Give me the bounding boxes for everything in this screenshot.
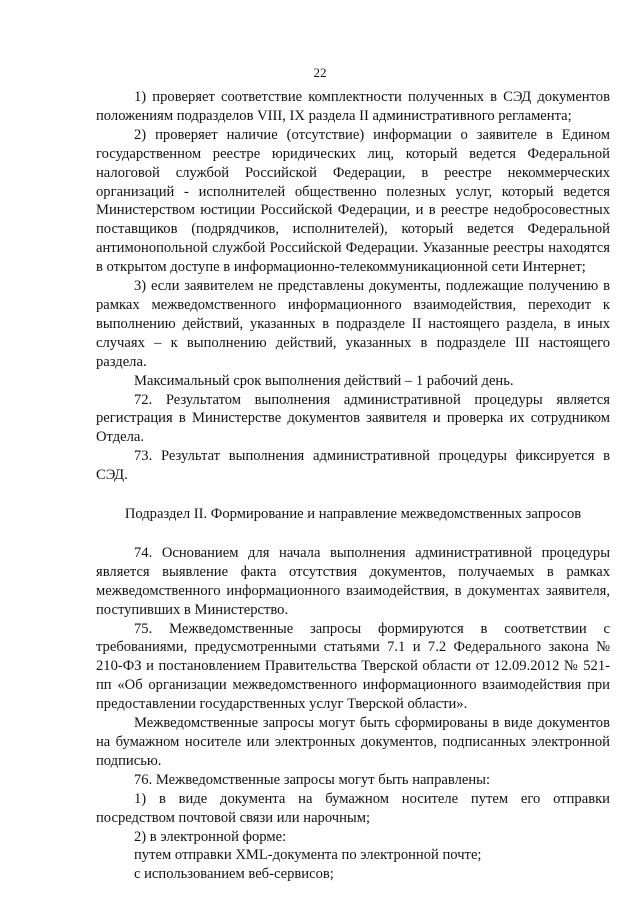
paragraph-max-time: Максимальный срок выполнения действий – 1 рабочий день. <box>134 372 514 389</box>
paragraph-item-3: 3) если заявителем не представлены документы, подлежащие получению в рамках межведомственного информационного взаимодействия, переходит к выполнению действий, указанных в подразделе II настоящего раздела, в иных случаях – к выполнению действий, указанных в подразделе III настоящего раздела. <box>96 278 610 370</box>
page-number: 22 <box>313 65 327 80</box>
document-body <box>96 88 610 884</box>
paragraph-item-2: 2) проверяет наличие (отсутствие) информации о заявителе в Едином государственном реестре юридических лиц, который ведется Федеральной налоговой службой Российской Федерации, в реестре некоммерческих организаций - исполнителей общественно полезных услуг, который ведется Министерством юстиции Российской Федерации, и в реестре недобросовестных поставщиков (подрядчиков, исполнителей), который ведется Федеральной антимонопольной службой Российской Федерации. Указанные реестры находятся в открытом доступе в информационно-телекоммуникационной сети Интернет; <box>96 126 610 276</box>
paragraph-web-services: с использованием веб-сервисов; <box>134 866 334 883</box>
paragraph-72: 72. Результатом выполнения административной процедуры является регистрация в Министерстве документов заявителя и проверка их сотрудником Отдела. <box>96 391 610 446</box>
paragraph-74: 74. Основанием для начала выполнения административной процедуры является выявление факта отсутствия документов, получаемых в рамках межведомственного информационного взаимодействия, в документах заявителя, поступивших в Министерство. <box>96 544 610 618</box>
paragraph-requests-form: Межведомственные запросы могут быть сформированы в виде документов на бумажном носителе или электронных документов, подписанных электронной подписью. <box>96 715 610 769</box>
subsection-heading: Подраздел II. Формирование и направление межведомственных запросов <box>124 506 582 523</box>
paragraph-76-item-2: 2) в электронной форме: <box>134 828 287 845</box>
paragraph-item-1: 1) проверяет соответствие комплектности полученных в СЭД документов положениям подразделов VIII, IX раздела II административного регламента; <box>96 89 610 124</box>
paragraph-76: 76. Межведомственные запросы могут быть направлены: <box>134 771 491 788</box>
paragraph-76-item-1: 1) в виде документа на бумажном носителе путем его отправки посредством почтовой связи или нарочным; <box>96 790 610 826</box>
paragraph-75: 75. Межведомственные запросы формируются в соответствии с требованиями, предусмотренными статьями 7.1 и 7.2 Федерального закона № 210-ФЗ и постановлением Правительства Тверской области от 12.09.2012 № 521-пп «Об организации межведомственного информационного взаимодействия при предоставлении государственных услуг Тверской области». <box>96 620 610 713</box>
paragraph-xml-email: путем отправки XML-документа по электронной почте; <box>134 847 482 864</box>
paragraph-73: 73. Результат выполнения административной процедуры фиксируется в СЭД. <box>96 448 610 484</box>
